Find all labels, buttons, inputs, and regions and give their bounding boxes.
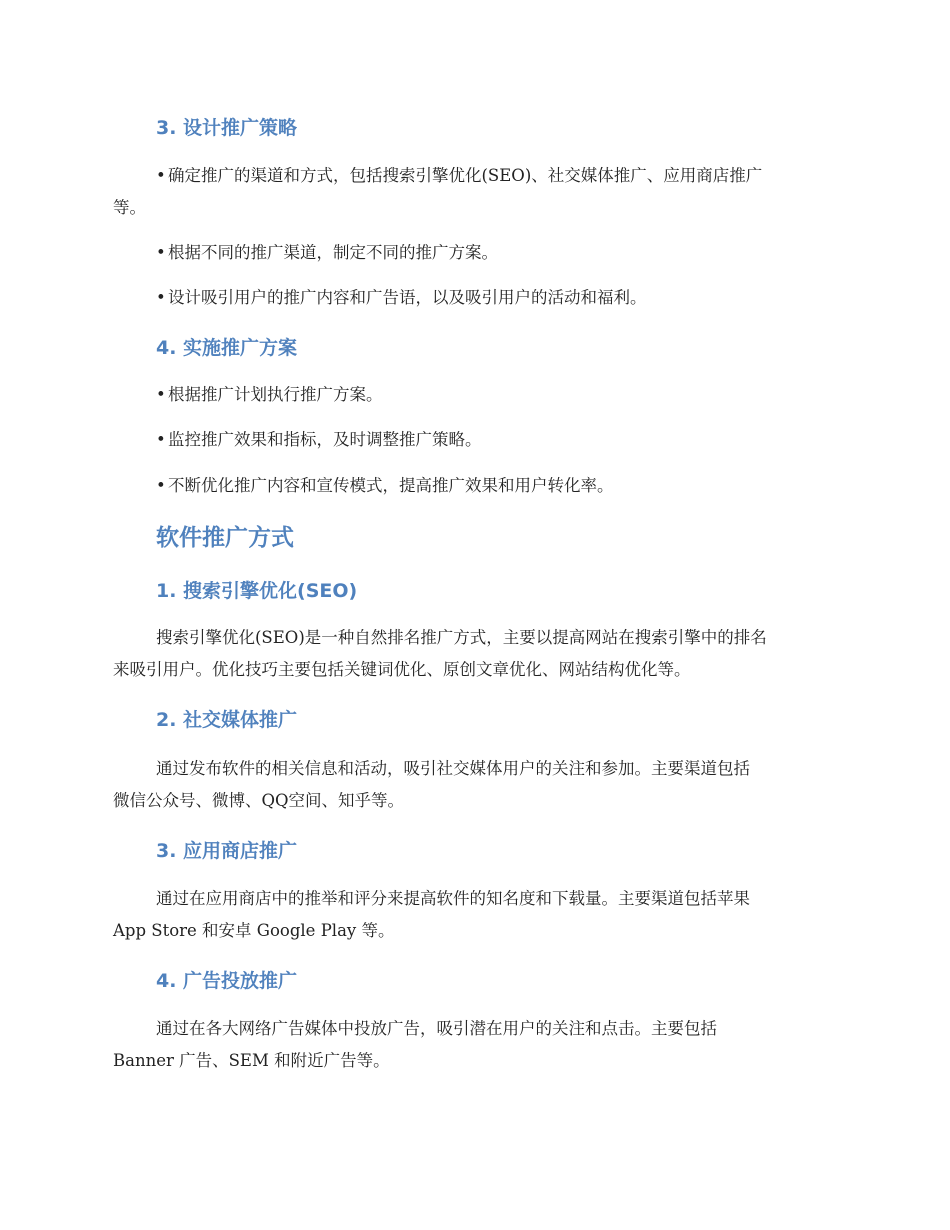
paragraph-line: 来吸引用户。优化技巧主要包括关键词优化、原创文章优化、网站结构优化等。 [113, 660, 691, 679]
paragraph-line: 通过发布软件的相关信息和活动，吸引社交媒体用户的关注和参加。主要渠道包括 [156, 759, 750, 778]
paragraph-line: Banner 广告、SEM 和附近广告等。 [113, 1051, 390, 1070]
heading-design-strategy: 3. 设计推广策略 [156, 117, 298, 139]
bullet-continuation-text: 等。 [113, 198, 146, 217]
paragraph-line: 通过在各大网络广告媒体中投放广告，吸引潜在用户的关注和点击。主要包括 [156, 1019, 717, 1038]
bullet-text: 根据推广计划执行推广方案。 [168, 385, 383, 404]
bullet-text: 根据不同的推广渠道，制定不同的推广方案。 [168, 243, 498, 262]
bullet-dot: • [156, 430, 166, 449]
bullet-item [156, 282, 647, 314]
bullet-text: 不断优化推广内容和宣传模式，提高推广效果和用户转化率。 [168, 476, 614, 495]
paragraph-line: 通过在应用商店中的推举和评分来提高软件的知名度和下载量。主要渠道包括苹果 [156, 889, 750, 908]
bullet-item [156, 379, 383, 411]
section-title-promotion-methods: 软件推广方式 [156, 525, 294, 551]
heading-app-store: 3. 应用商店推广 [156, 840, 298, 862]
bullet-item [156, 160, 762, 192]
bullet-item [156, 470, 614, 502]
bullet-item [156, 424, 482, 456]
paragraph-app-store [113, 883, 839, 947]
paragraph-line: App Store 和安卓 Google Play 等。 [113, 921, 395, 940]
paragraph-seo [113, 622, 839, 686]
bullet-dot: • [156, 166, 166, 185]
heading-ad-placement: 4. 广告投放推广 [156, 970, 298, 992]
heading-social-media: 2. 社交媒体推广 [156, 709, 298, 731]
bullet-text: 确定推广的渠道和方式，包括搜索引擎优化(SEO)、社交媒体推广、应用商店推广 [168, 166, 763, 185]
bullet-text: 设计吸引用户的推广内容和广告语，以及吸引用户的活动和福利。 [168, 288, 647, 307]
bullet-dot: • [156, 243, 166, 262]
heading-seo: 1. 搜索引擎优化(SEO) [156, 580, 358, 602]
heading-implement-plan: 4. 实施推广方案 [156, 337, 298, 359]
bullet-dot: • [156, 476, 166, 495]
paragraph-line: 搜索引擎优化(SEO)是一种自然排名推广方式，主要以提高网站在搜索引擎中的排名 [156, 628, 767, 647]
bullet-item [156, 237, 498, 269]
paragraph-social-media [113, 753, 839, 817]
bullet-dot: • [156, 385, 166, 404]
bullet-continuation [113, 192, 839, 224]
paragraph-ad-placement [113, 1013, 839, 1077]
bullet-dot: • [156, 288, 166, 307]
paragraph-line: 微信公众号、微博、QQ空间、知乎等。 [113, 791, 405, 810]
bullet-text: 监控推广效果和指标，及时调整推广策略。 [168, 430, 482, 449]
